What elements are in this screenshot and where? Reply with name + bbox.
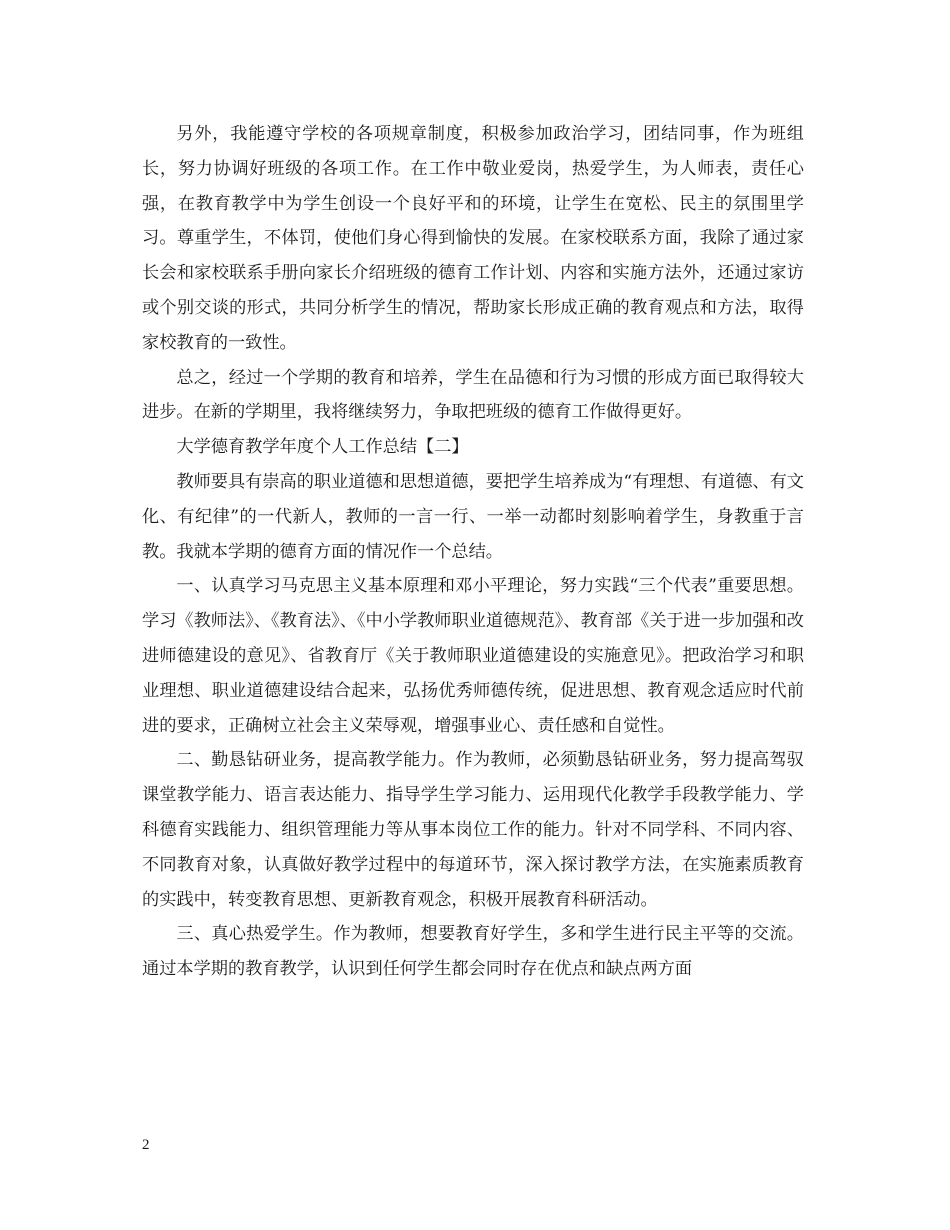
paragraph-intro: 教师要具有崇高的职业道德和思想道德，要把学生培养成为“有理想、有道德、有文化、有纪律”的一代新人，教师的一言一行、一举一动都时刻影响着学生，身教重于言教。我就本学期的德育方面的情况作一个总结。 [142,471,804,562]
paragraph-conclusion: 总之，经过一个学期的教育和培养，学生在品德和行为习惯的形成方面已取得较大进步。在新的学期里，我将继续努力，争取把班级的德育工作做得更好。 [142,367,804,423]
paragraph-discipline: 另外，我能遵守学校的各项规章制度，积极参加政治学习，团结同事，作为班组长，努力协调好班级的各项工作。在工作中敬业爱岗，热爱学生，为人师表，责任心强，在教育教学中为学生创设一个良好平和的环境，让学生在宽松、民主的氛围里学习。尊重学生，不体罚，使他们身心得到愉快的发展。在家校联系方面，我除了通过家长会和家校联系手册向家长介绍班级的德育工作计划、内容和实施方法外，还通过家访或个别交谈的形式，共同分析学生的情况，帮助家长形成正确的教育观点和方法，取得家校教育的一致性。 [142,124,804,353]
section-heading: 大学德育教学年度个人工作总结【二】 [176,437,469,458]
paragraph-point-one: 一、认真学习马克思主义基本原理和邓小平理论，努力实践“三个代表”重要思想。学习《教师法》、《教育法》、《中小学教师职业道德规范》、教育部《关于进一步加强和改进师德建设的意见》、省教育厅《关于教师职业道德建设的实施意见》。把政治学习和职业理想、职业道德建设结合起来，弘扬优秀师德传统，促进思想、教育观念适应时代前进的要求，正确树立社会主义荣辱观，增强事业心、责任感和自觉性。 [142,576,804,736]
paragraph-point-two: 二、勤恳钻研业务，提高教学能力。作为教师，必须勤恳钻研业务，努力提高驾驭课堂教学能力、语言表达能力、指导学生学习能力、运用现代化教学手段教学能力、学科德育实践能力、组织管理能力等从事本岗位工作的能力。针对不同学科、不同内容、不同教育对象，认真做好教学过程中的每道环节，深入探讨教学方法，在实施素质教育的实践中，转变教育思想、更新教育观念，积极开展教育科研活动。 [142,750,804,910]
page-number: 2 [142,1137,150,1153]
paragraph-point-three: 三、真心热爱学生。作为教师，想要教育好学生，多和学生进行民主平等的交流。通过本学期的教育教学，认识到任何学生都会同时存在优点和缺点两方面 [142,924,804,980]
document-body [142,117,804,987]
